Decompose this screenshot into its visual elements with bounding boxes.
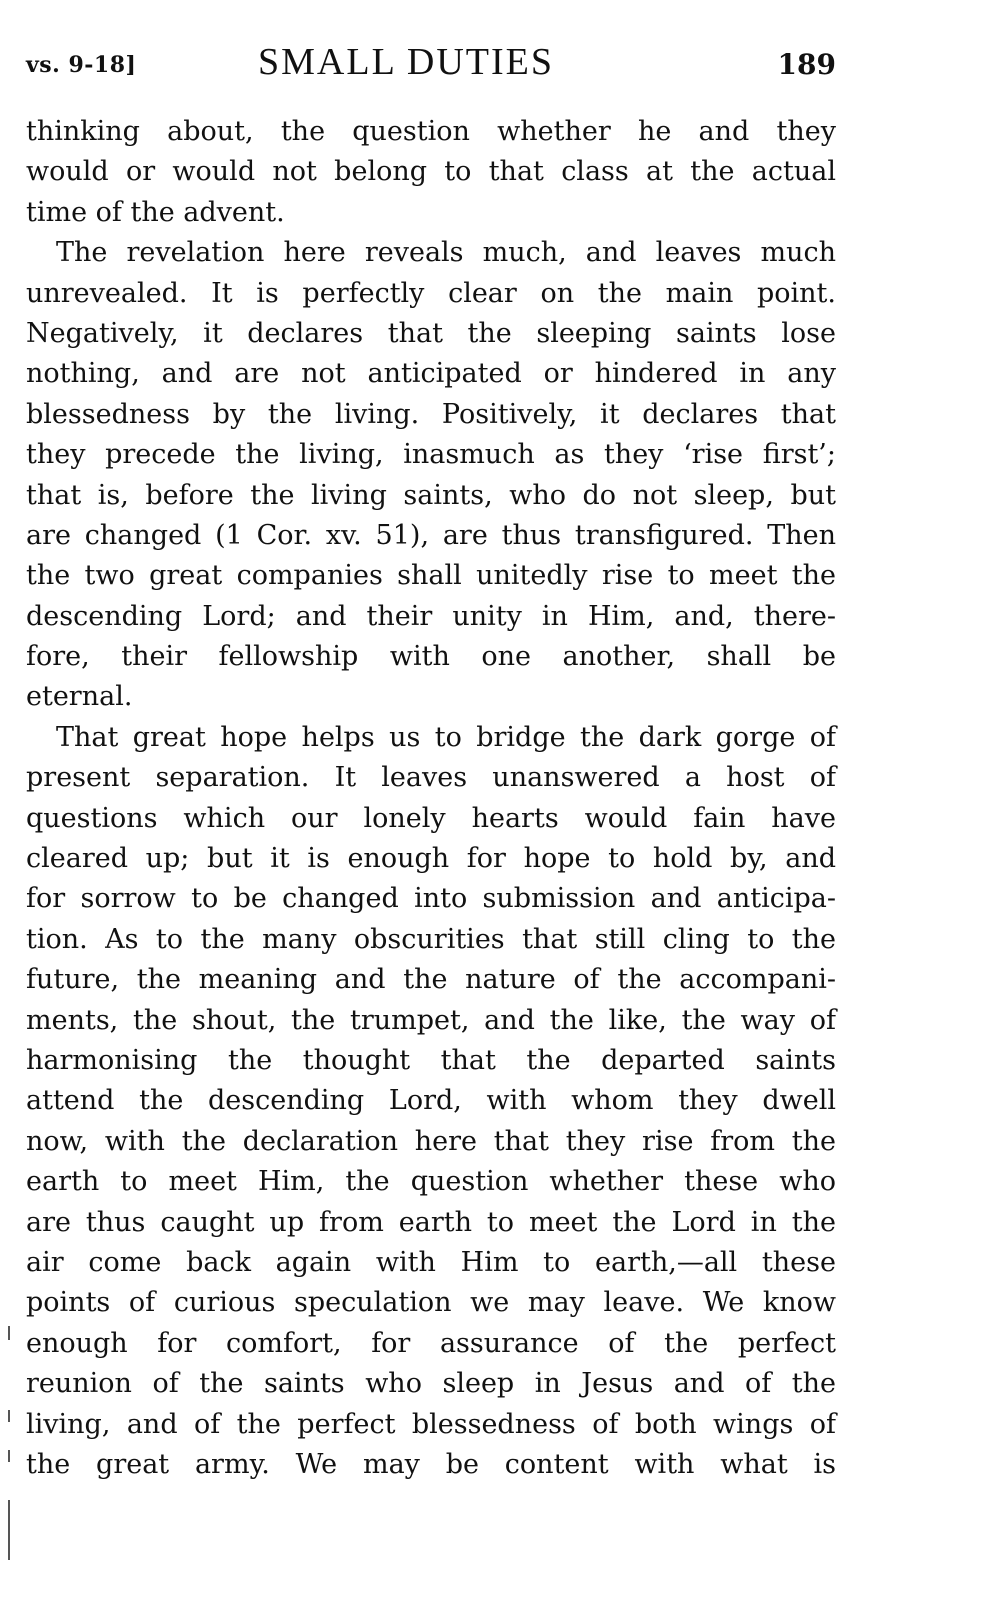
text-line: harmonising the thought that the departed saints (26, 1044, 836, 1076)
text-line: are changed (1 Cor. xv. 51), are thus transfigured. Then (26, 519, 836, 551)
page-number: 189 (777, 48, 836, 81)
text-line: time of the advent. (26, 196, 285, 228)
chapter-title: SMALL DUTIES (258, 41, 554, 83)
text-line: for sorrow to be changed into submission and anticipa- (26, 883, 836, 915)
text-line: living, and of the perfect blessedness of both wings of (26, 1408, 836, 1440)
paragraph-start-line: That great hope helps us to bridge the dark gorge of (56, 721, 836, 753)
text-line: ments, the shout, the trumpet, and the like, the way of (26, 1004, 836, 1036)
text-line: fore, their fellowship with one another, shall be (26, 641, 836, 673)
text-line: eternal. (26, 681, 133, 713)
text-line: would or would not belong to that class at the actual (26, 156, 836, 188)
text-line: air come back again with Him to earth,—all these (26, 1246, 836, 1278)
text-line: blessedness by the living. Positively, it declares that (26, 398, 836, 430)
text-line: nothing, and are not anticipated or hindered in any (26, 358, 836, 390)
scan-margin-mark (8, 1326, 10, 1340)
text-line: present separation. It leaves unanswered a host of (26, 762, 836, 794)
text-line: they precede the living, inasmuch as they ‘rise first’; (26, 439, 836, 471)
text-line: that is, before the living saints, who do not sleep, but (26, 479, 836, 511)
text-line: points of curious speculation we may leave. We know (26, 1287, 836, 1319)
text-line: attend the descending Lord, with whom they dwell (26, 1085, 836, 1117)
scan-margin-mark (8, 1500, 10, 1560)
text-line: now, with the declaration here that they rise from the (26, 1125, 836, 1157)
running-head (26, 40, 836, 90)
text-line: unrevealed. It is perfectly clear on the main point. (26, 277, 836, 309)
scan-margin-mark (8, 1410, 10, 1422)
text-line: the two great companies shall unitedly rise to meet the (26, 560, 836, 592)
text-line: the great army. We may be content with what is (26, 1448, 836, 1480)
scan-margin-mark (8, 1450, 10, 1462)
text-line: tion. As to the many obscurities that still cling to the (26, 923, 836, 955)
verse-reference: vs. 9-18] (26, 52, 137, 78)
text-line: enough for comfort, for assurance of the perfect (26, 1327, 836, 1359)
text-line: earth to meet Him, the question whether these who (26, 1166, 836, 1198)
text-line: future, the meaning and the nature of the accompani- (26, 964, 836, 996)
text-line: thinking about, the question whether he and they (26, 116, 836, 147)
text-line: descending Lord; and their unity in Him, and, there- (26, 600, 836, 632)
text-line: reunion of the saints who sleep in Jesus and of the (26, 1368, 836, 1400)
text-line: Negatively, it declares that the sleeping saints lose (26, 317, 836, 349)
text-line: questions which our lonely hearts would fain have (26, 802, 836, 834)
text-line: cleared up; but it is enough for hope to hold by, and (26, 843, 836, 875)
body-text (26, 112, 836, 1485)
text-line: are thus caught up from earth to meet the Lord in the (26, 1206, 836, 1238)
paragraph-start-line: The revelation here reveals much, and leaves much (56, 237, 836, 269)
